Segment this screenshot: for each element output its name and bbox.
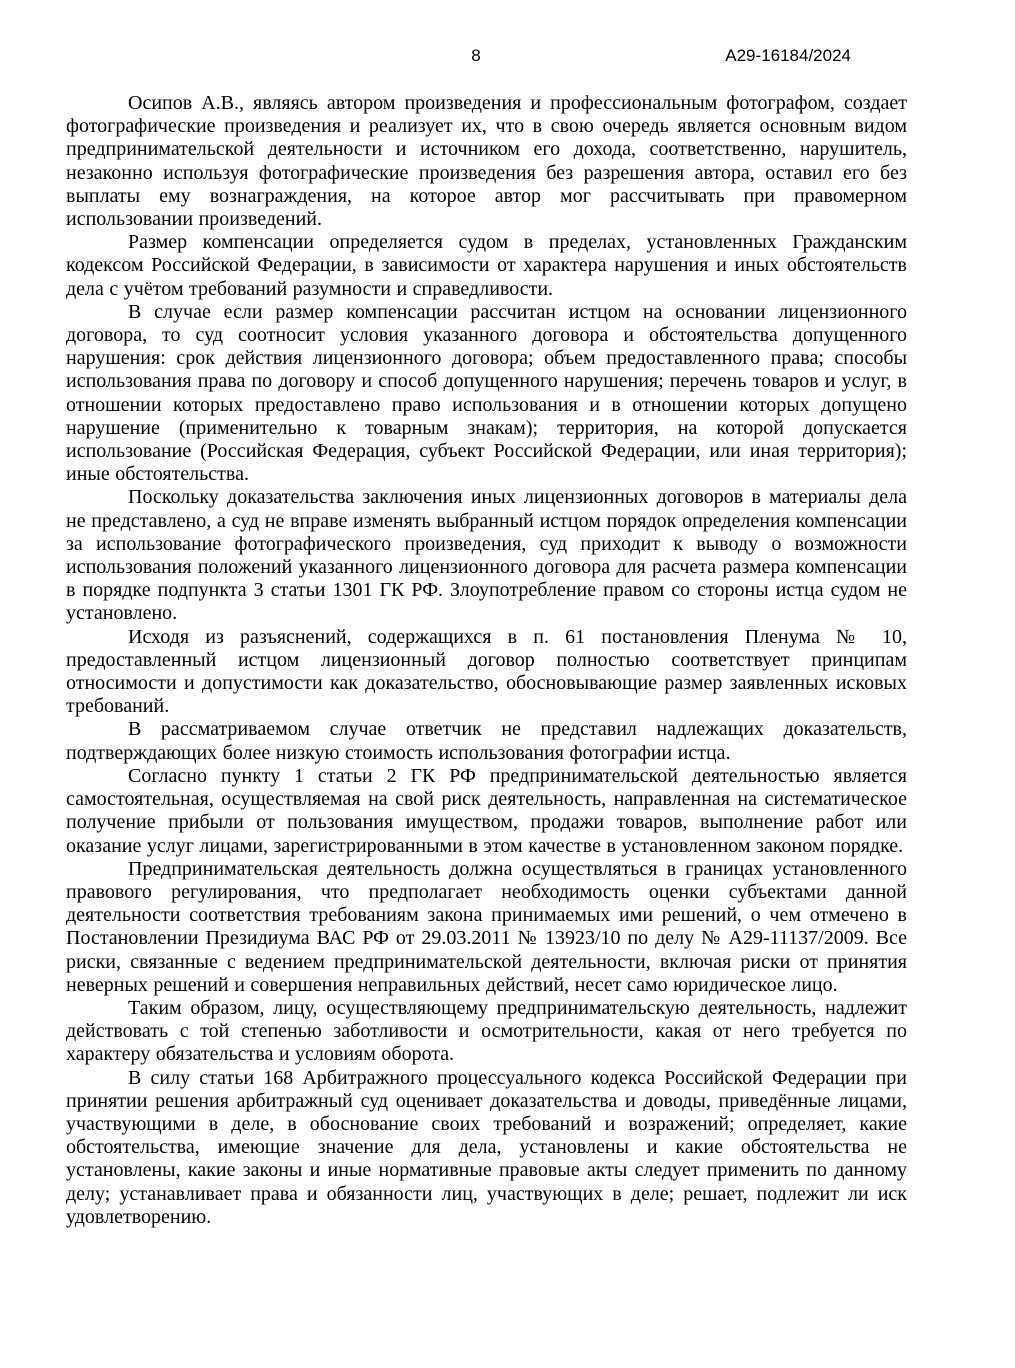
paragraph-10: В силу статьи 168 Арбитражного процессуального кодекса Российской Федерации при принятии решения арбитражный суд оценивает доказательства и доводы, приведённые лицами, участвующими в деле, в обоснование своих требований и возражений; определяет, какие обстоятельства, имеющие значение для дела, установлены и какие обстоятельства не установлены, какие законы и иные нормативные правовые акты следует применить по данному делу; устанавливает права и обязанности лиц, участвующих в деле; решает, подлежит ли иск удовлетворению. — [66, 1066, 907, 1228]
paragraph-5: Исходя из разъяснений, содержащихся в п. 61 постановления Пленума № 10, предоставленный истцом лицензионный договор полностью соответствует принципам относимости и допустимости как доказательство, обосновывающие размер заявленных исковых требований. — [66, 625, 907, 718]
paragraph-6: В рассматриваемом случае ответчик не представил надлежащих доказательств, подтверждающих более низкую стоимость использования фотографии истца. — [66, 718, 907, 764]
paragraph-3: В случае если размер компенсации рассчитан истцом на основании лицензионного договора, то суд соотносит условия указанного договора и обстоятельства допущенного нарушения: срок действия лицензионного договора; объем предоставленного права; способы использования права по договору и способ допущенного нарушения; перечень товаров и услуг, в отношении которых предоставлено право использования и в отношении которых допущено нарушение (применительно к товарным знакам); территория, на которой допускается использование (Российская Федерация, субъект Российской Федерации, или иная территория); иные обстоятельства. — [66, 300, 907, 486]
paragraph-4: Поскольку доказательства заключения иных лицензионных договоров в материалы дела не представлено, а суд не вправе изменять выбранный истцом порядок определения компенсации за использование фотографического произведения, суд приходит к выводу о возможности использования положений указанного лицензионного договора для расчета размера компенсации в порядке подпункта 3 статьи 1301 ГК РФ. Злоупотребление правом со стороны истца судом не установлено. — [66, 486, 907, 625]
page-number: 8 — [471, 46, 481, 65]
document-text — [66, 92, 907, 1229]
case-number: А29-16184/2024 — [725, 46, 851, 65]
paragraph-9: Таким образом, лицу, осуществляющему предпринимательскую деятельность, надлежит действовать с той степенью заботливости и осмотрительности, какая от него требуется по характеру обязательства и условиям оборота. — [66, 996, 907, 1066]
paragraph-1: Осипов А.В., являясь автором произведения и профессиональным фотографом, создает фотографические произведения и реализует их, что в свою очередь является основным видом предпринимательской деятельности и источником его дохода, соответственно, нарушитель, незаконно используя фотографические произведения без разрешения автора, оставил его без выплаты ему вознаграждения, на которое автор мог рассчитывать при правомерном использовании произведений. — [66, 92, 907, 231]
page-header — [66, 46, 907, 70]
paragraph-2: Размер компенсации определяется судом в пределах, установленных Гражданским кодексом Российской Федерации, в зависимости от характера нарушения и иных обстоятельств дела с учётом требований разумности и справедливости. — [66, 231, 907, 300]
paragraph-7: Согласно пункту 1 статьи 2 ГК РФ предпринимательской деятельностью является самостоятельная, осуществляемая на свой риск деятельность, направленная на систематическое получение прибыли от пользования имуществом, продажи товаров, выполнение работ или оказание услуг лицами, зарегистрированными в этом качестве в установленном законом порядке. — [66, 764, 907, 857]
paragraph-8: Предпринимательская деятельность должна осуществляться в границах установленного правового регулирования, что предполагает необходимость оценки субъектами данной деятельности соответствия требованиям закона принимаемых ими решений, о чем отмечено в Постановлении Президиума ВАС РФ от 29.03.2011 № 13923/10 по делу № А29-11137/2009. Все риски, связанные с ведением предпринимательской деятельности, включая риски от принятия неверных решений и совершения неправильных действий, несет само юридическое лицо. — [66, 857, 907, 996]
